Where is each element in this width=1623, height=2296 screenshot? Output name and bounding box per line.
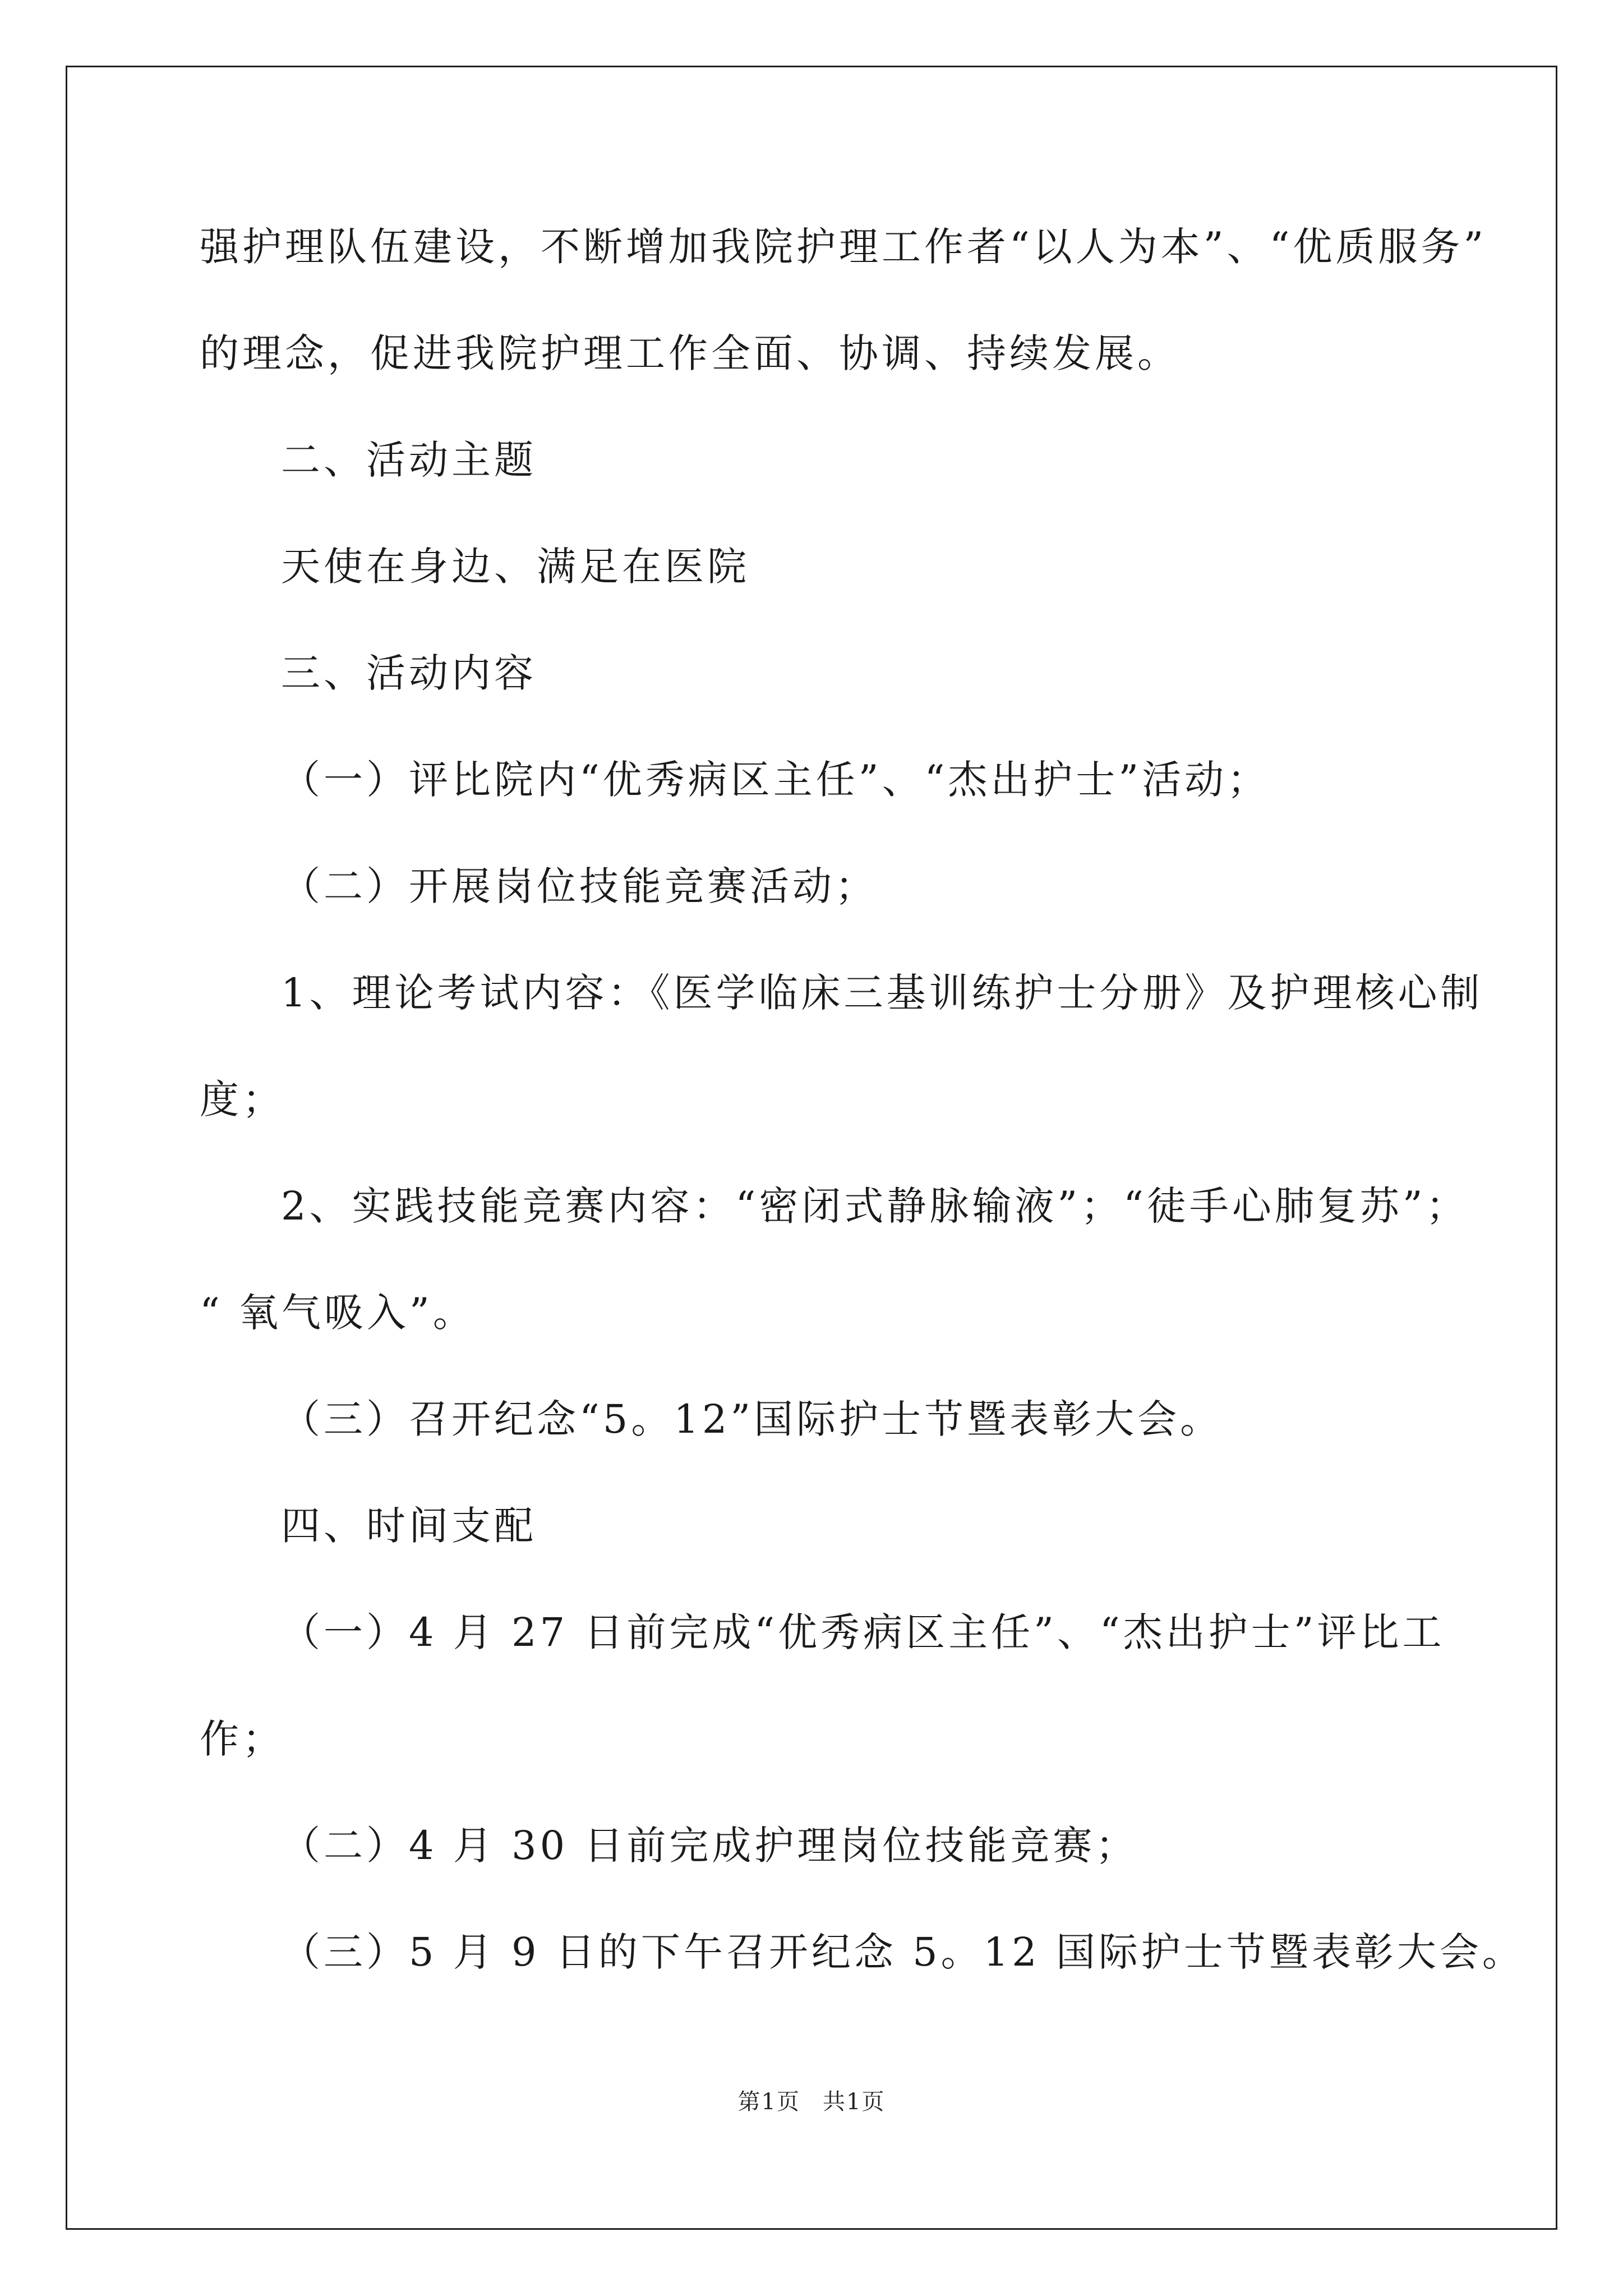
paragraph-line: 天使在身边、满足在医院 (281, 544, 750, 590)
list-item: （三）5 月 9 日的下午召开纪念 5。12 国际护士节暨表彰大会。 (281, 1929, 1525, 1975)
section-heading: 四、时间支配 (281, 1503, 537, 1549)
page-number-total: 共1页 (823, 2089, 886, 2115)
paragraph-line: 作； (200, 1716, 285, 1762)
page-number-current: 第1页 (737, 2089, 800, 2115)
list-item: （二）4 月 30 日前完成护理岗位技能竞赛； (281, 1823, 1138, 1869)
list-item: 2、实践技能竞赛内容：“密闭式静脉输液”；“徒手心肺复苏”； (281, 1183, 1469, 1229)
list-item: 1、理论考试内容：《医学临床三基训练护士分册》及护理核心制 (281, 970, 1483, 1016)
paragraph-line: 强护理队伍建设，不断增加我院护理工作者“以人为本”、“优质服务” (200, 224, 1487, 270)
section-heading: 二、活动主题 (281, 437, 537, 483)
list-item: （三）召开纪念“5。12”国际护士节暨表彰大会。 (281, 1396, 1223, 1442)
paragraph-line: 的理念，促进我院护理工作全面、协调、持续发展。 (200, 330, 1180, 376)
paragraph-line: 度； (200, 1076, 285, 1122)
list-item: （一）4 月 27 日前完成“优秀病区主任”、“杰出护士”评比工 (281, 1609, 1445, 1655)
page-footer (0, 2088, 1623, 2116)
list-item: （一）评比院内“优秀病区主任”、“杰出护士”活动； (281, 757, 1270, 803)
paragraph-line: “ 氧气吸入”。 (200, 1290, 476, 1336)
page-border (66, 66, 1557, 2230)
section-heading: 三、活动内容 (281, 650, 537, 696)
list-item: （二）开展岗位技能竞赛活动； (281, 863, 878, 909)
